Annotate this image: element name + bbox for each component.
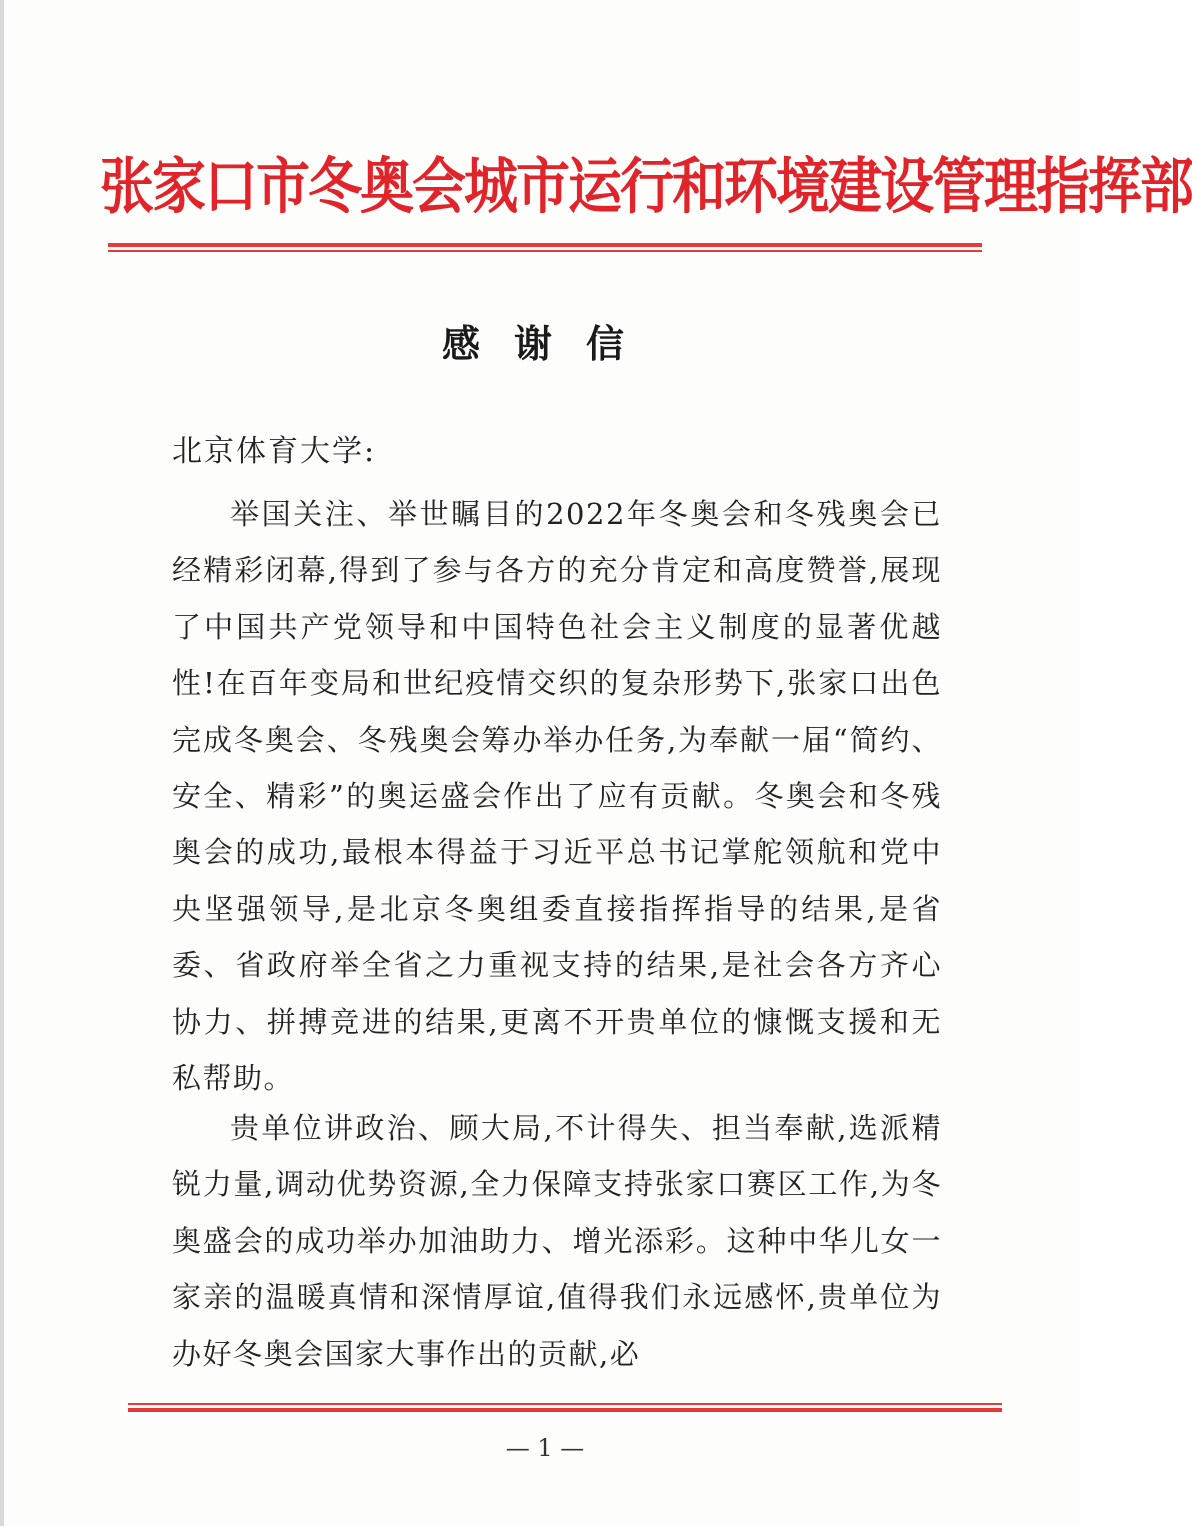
- salutation: 北京体育大学:: [172, 434, 377, 469]
- footer-rule-thin: [128, 1403, 1002, 1405]
- issuing-organization-header: 张家口市冬奥会城市运行和环境建设管理指挥部: [100, 151, 1192, 222]
- footer-rule-thick: [128, 1408, 1002, 1412]
- body-paragraph-1: 举国关注、举世瞩目的2022年冬奥会和冬残奥会已经精彩闭幕,得到了参与各方的充分肯定和高度赞誉,展现了中国共产党领导和中国特色社会主义制度的显著优越性!在百年变局和世纪疫情交织的复杂形势下,张家口出色完成冬奥会、冬残奥会筹办举办任务,为奉献一届“简约、安全、精彩”的奥运盛会作出了应有贡献。冬奥会和冬残奥会的成功,最根本得益于习近平总书记掌舵领航和党中央坚强领导,是北京冬奥组委直接指挥指导的结果,是省委、省政府举全省之力重视支持的结果,是社会各方齐心协力、拼搏竞进的结果,更离不开贵单位的慷慨支援和无私帮助。: [172, 497, 942, 1096]
- page-number: — 1 —: [505, 1434, 585, 1462]
- header-rule-thin: [108, 250, 982, 252]
- letter-title: 感谢信: [441, 322, 658, 366]
- body-paragraph-2: 贵单位讲政治、顾大局,不计得失、担当奉献,选派精锐力量,调动优势资源,全力保障支持张家口赛区工作,为冬奥盛会的成功举办加油助力、增光添彩。这种中华儿女一家亲的温暖真情和深情厚谊,值得我们永远感怀,贵单位为办好冬奥会国家大事作出的贡献,必: [172, 1111, 942, 1371]
- page-edge: [0, 0, 4, 1526]
- header-rule-thick: [108, 243, 982, 247]
